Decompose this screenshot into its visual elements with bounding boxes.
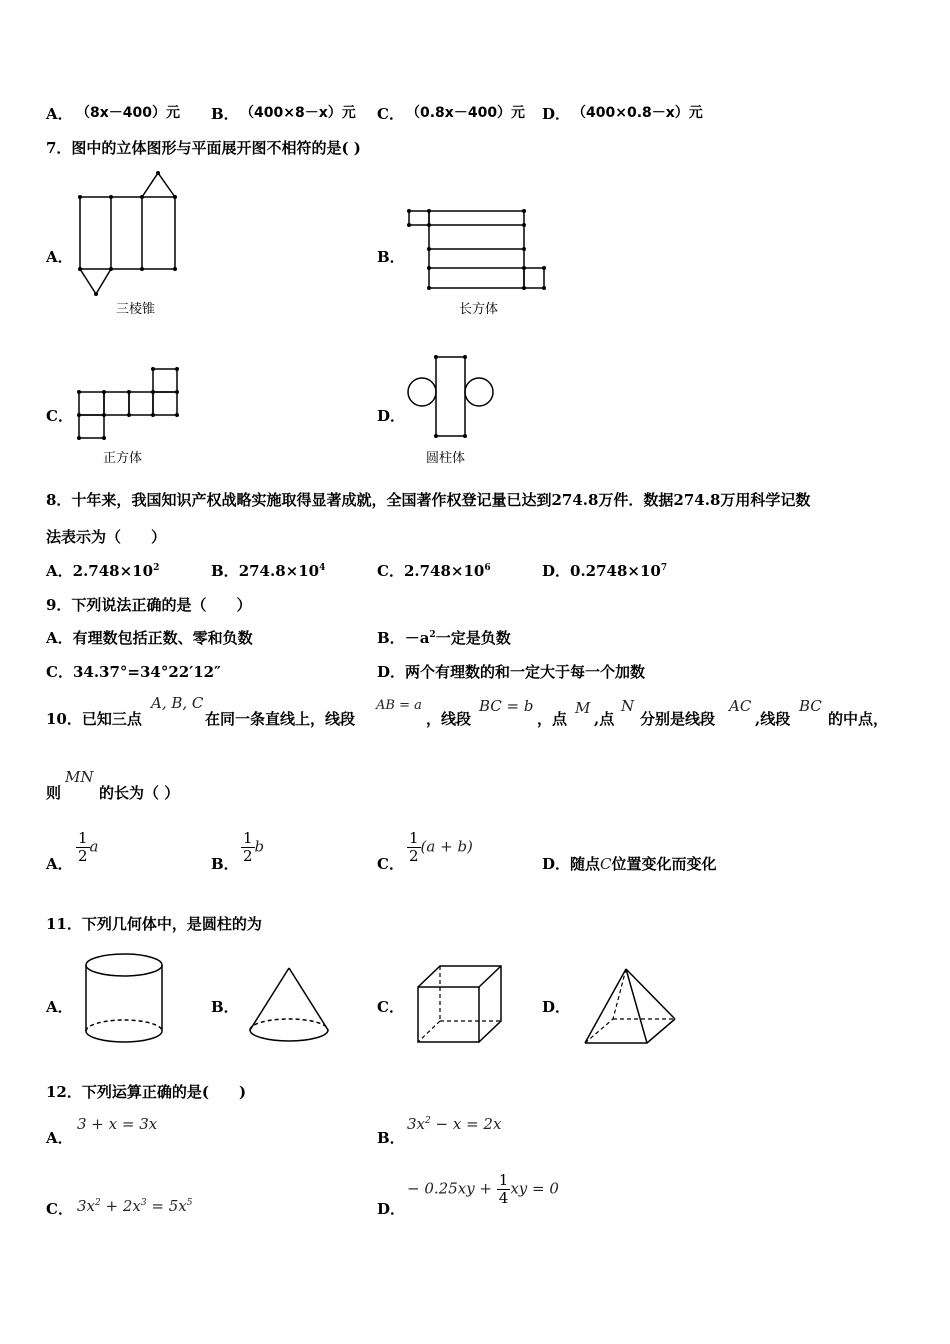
q6-option-c-text: （0.8x－400）元 — [406, 105, 526, 121]
q9-option-b: B．$-a^2$一定是负数 — [377, 629, 511, 647]
q10-point-m: M — [575, 699, 591, 717]
q10-option-b-expr: $\frac{1}{2}$ b — [243, 829, 265, 865]
cone-figure — [246, 963, 332, 1047]
q10-bc-eq: BC = b — [479, 697, 534, 715]
q10-stem-t1: 在同一条直线上，线段 — [205, 710, 356, 728]
q8-option-b: B．$274.8\times 10^4$ — [211, 562, 326, 580]
q10-line2-a: 则 — [46, 784, 62, 802]
triangular-pyramid-net-figure — [74, 168, 180, 316]
q11-stem: 11．下列几何体中，是圆柱的为 — [46, 915, 262, 933]
cube-figure — [413, 962, 505, 1048]
q11-option-d-label: D． — [542, 998, 571, 1016]
q12-option-c-label: C． — [46, 1200, 73, 1218]
q6-option-d-text: （400×0.8－x）元 — [572, 105, 703, 121]
q9-stem: 9．下列说法正确的是（ ） — [46, 596, 252, 614]
q6-option-d-label: D． — [542, 105, 571, 123]
cylinder-figure — [82, 950, 168, 1048]
q10-stem-t6: ,线段 — [755, 710, 791, 728]
q10-option-d: D．随点C位置变化而变化 — [542, 855, 717, 873]
q12-option-a-expr: 3 + x = 3x — [77, 1115, 158, 1133]
q9-option-c: C．34.37°=34°22′12″ — [46, 663, 221, 681]
q7-option-c-caption: 正方体 — [103, 451, 143, 466]
q10-option-c-expr: $\frac{1}{2}$ (a + b) — [409, 829, 473, 865]
q8-option-a: A．$2.748\times 10^2$ — [46, 562, 160, 580]
q11-option-c-label: C． — [377, 998, 404, 1016]
q10-line2-b: 的长为（ ） — [99, 784, 180, 802]
pyramid-figure — [580, 964, 680, 1048]
q7-option-b-caption: 长方体 — [459, 302, 499, 317]
q12-option-b-expr: $3x^2 - x = 2x$ — [407, 1115, 502, 1133]
q8-option-d: D．$0.2748\times 10^7$ — [542, 562, 668, 580]
q7-option-a-caption: 三棱锥 — [116, 302, 156, 317]
q8-stem-line1: 8．十年来，我国知识产权战略实施取得显著成就，全国著作权登记量已达到274.8万件．数据274.8万用科学记数 — [46, 491, 811, 509]
q10-point-n: N — [621, 697, 635, 715]
q12-stem: 12．下列运算正确的是( ) — [46, 1083, 247, 1101]
q10-segment-ac: AC — [729, 697, 752, 715]
q10-stem-t4: ,点 — [594, 710, 615, 728]
q10-stem-t2: ，线段 — [426, 710, 472, 728]
q10-option-a-label: A． — [46, 855, 73, 873]
q10-stem-t7: 的中点， — [828, 710, 889, 728]
q10-option-b-label: B． — [211, 855, 239, 873]
q10-mn: MN — [65, 768, 94, 786]
q7-option-c-label: C． — [46, 407, 73, 425]
q9-option-d: D．两个有理数的和一定大于每一个加数 — [377, 663, 646, 681]
q6-option-b-text: （400×8－x）元 — [240, 105, 356, 121]
q10-option-a-expr: $\frac{1}{2}$ a — [78, 829, 99, 865]
q8-option-c: C．$2.748\times 10^6$ — [377, 562, 491, 580]
q12-option-d-label: D． — [377, 1200, 406, 1218]
q6-option-b-label: B． — [211, 105, 239, 123]
q6-option-a-label: A． — [46, 105, 73, 123]
q10-stem-t5: 分别是线段 — [640, 710, 716, 728]
q12-option-d-expr: − 0.25xy + $\frac{1}{4}$ xy = 0 — [407, 1171, 559, 1207]
q7-option-b-label: B． — [377, 248, 405, 266]
q10-points-abc: A, B, C — [151, 694, 204, 712]
q9-option-a: A．有理数包括正数、零和负数 — [46, 629, 253, 647]
q11-option-b-label: B． — [211, 998, 239, 1016]
q7-stem: 7．图中的立体图形与平面展开图不相符的是( ) — [46, 139, 361, 157]
q12-option-b-label: B． — [377, 1129, 405, 1147]
q10-stem-t3: ，点 — [537, 710, 568, 728]
q7-option-d-label: D． — [377, 407, 406, 425]
q7-option-d-caption: 圆柱体 — [426, 451, 466, 466]
q10-segment-bc: BC — [799, 697, 822, 715]
q10-option-c-label: C． — [377, 855, 404, 873]
q7-option-a-label: A． — [46, 248, 73, 266]
q12-option-c-expr: $3x^2 + 2x^3 = 5x^5$ — [77, 1197, 193, 1215]
q10-ab-eq: AB = a — [376, 698, 422, 713]
q11-option-a-label: A． — [46, 998, 73, 1016]
q8-stem-line2: 法表示为（ ） — [46, 528, 167, 546]
q10-stem-num: 10．已知三点 — [46, 710, 142, 728]
q6-option-c-label: C． — [377, 105, 404, 123]
q6-option-a-text: （8x－400）元 — [76, 105, 180, 121]
q12-option-a-label: A． — [46, 1129, 73, 1147]
